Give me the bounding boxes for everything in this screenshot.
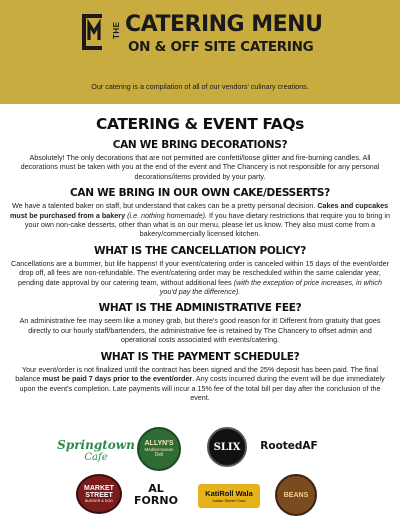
vendor-logos [0, 432, 400, 516]
page-subtitle: ON & OFF SITE CATERING [128, 39, 314, 55]
faq-section-cancellation [10, 245, 390, 297]
faq-question: WHAT IS THE CANCELLATION POLICY? [93, 244, 307, 257]
faq-answer: Cancellations are a bummer, but life happens! If your event/catering order is canceled within 15 days of the event/order drop off, all fees are non-refundable. The event/catering order may be rescheduled within the same calendar year, pending date approval by our catering team, without additional fees (with the exception of price increases, in which you'd pay the difference). [11, 258, 389, 297]
faq-content [0, 115, 400, 402]
faq-title: CATERING & EVENT FAQs [96, 115, 304, 133]
faq-question: WHAT IS THE ADMINISTRATIVE FEE? [98, 302, 302, 315]
beans-logo: BEANS [275, 474, 317, 516]
faq-answer: An administrative fee may seem like a money grab, but there's good reason for it! Different from gratuity that goes directly to our hourly staff/bartenders, the administrative fee is retained by The Chancery to offset admin and operational costs associated with events/catering. [19, 316, 381, 345]
faq-answer: We have a talented baker on staff, but understand that cakes can be a pretty personal decision. Cakes and cupcakes must be purchased from a bakery (i.e. nothing homemade). If you have dietary restrictions that require you to bring in your own non-cake desserts, other than what is on our menu, please let us know. They also must come from a bakery/commercially licensed kitchen. [10, 201, 390, 239]
header-banner [0, 0, 400, 104]
faq-section-payment [10, 351, 390, 403]
al-forno-logo: AL FORNO [134, 482, 178, 507]
faq-answer: Absolutely! The only decorations that are not permitted are confetti/loose glitter and fire-burning candles. All decorations must be taken with you at the end of the event and The Chancery is not responsible for any personal decorations/items provided by your party. [20, 153, 380, 181]
the-label: THE [112, 21, 121, 39]
faq-answer: Your event/order is not finalized until the contract has been signed and the 25% deposit has been paid. The final balance must be paid 7 days prior to the event/order. Any costs incurred during the event will be due immediately upon the event's completion. Late payments will incur a 15% fee of the total bill per day after the conclusion of the event. [15, 364, 385, 402]
faq-section-decorations [10, 139, 390, 181]
chancery-logo [78, 10, 108, 54]
market-street-logo: MARKET STREET BURGER & DOG [76, 474, 122, 514]
faq-section-cake [10, 187, 390, 239]
faq-question: CAN WE BRING IN OUR OWN CAKE/DESSERTS? [70, 187, 330, 200]
faq-section-admin-fee [10, 302, 390, 344]
tagline: Our catering is a compilation of all of our vendors' culinary creations. [91, 82, 309, 91]
faq-question: CAN WE BRING DECORATIONS? [112, 139, 288, 151]
katiroll-wala-logo: KatiRoll Wala Indian Street Food [198, 484, 260, 508]
page-title: CATERING MENU [125, 12, 323, 37]
allyns-deli-logo: ALLYN'S Mediterranean Deli [137, 427, 181, 471]
rootedaf-logo: RootedAF [260, 440, 318, 452]
slix-logo: SLIX [207, 427, 247, 467]
springtown-cafe-logo: Springtown Cafe [57, 437, 135, 463]
faq-question: WHAT IS THE PAYMENT SCHEDULE? [100, 350, 300, 363]
